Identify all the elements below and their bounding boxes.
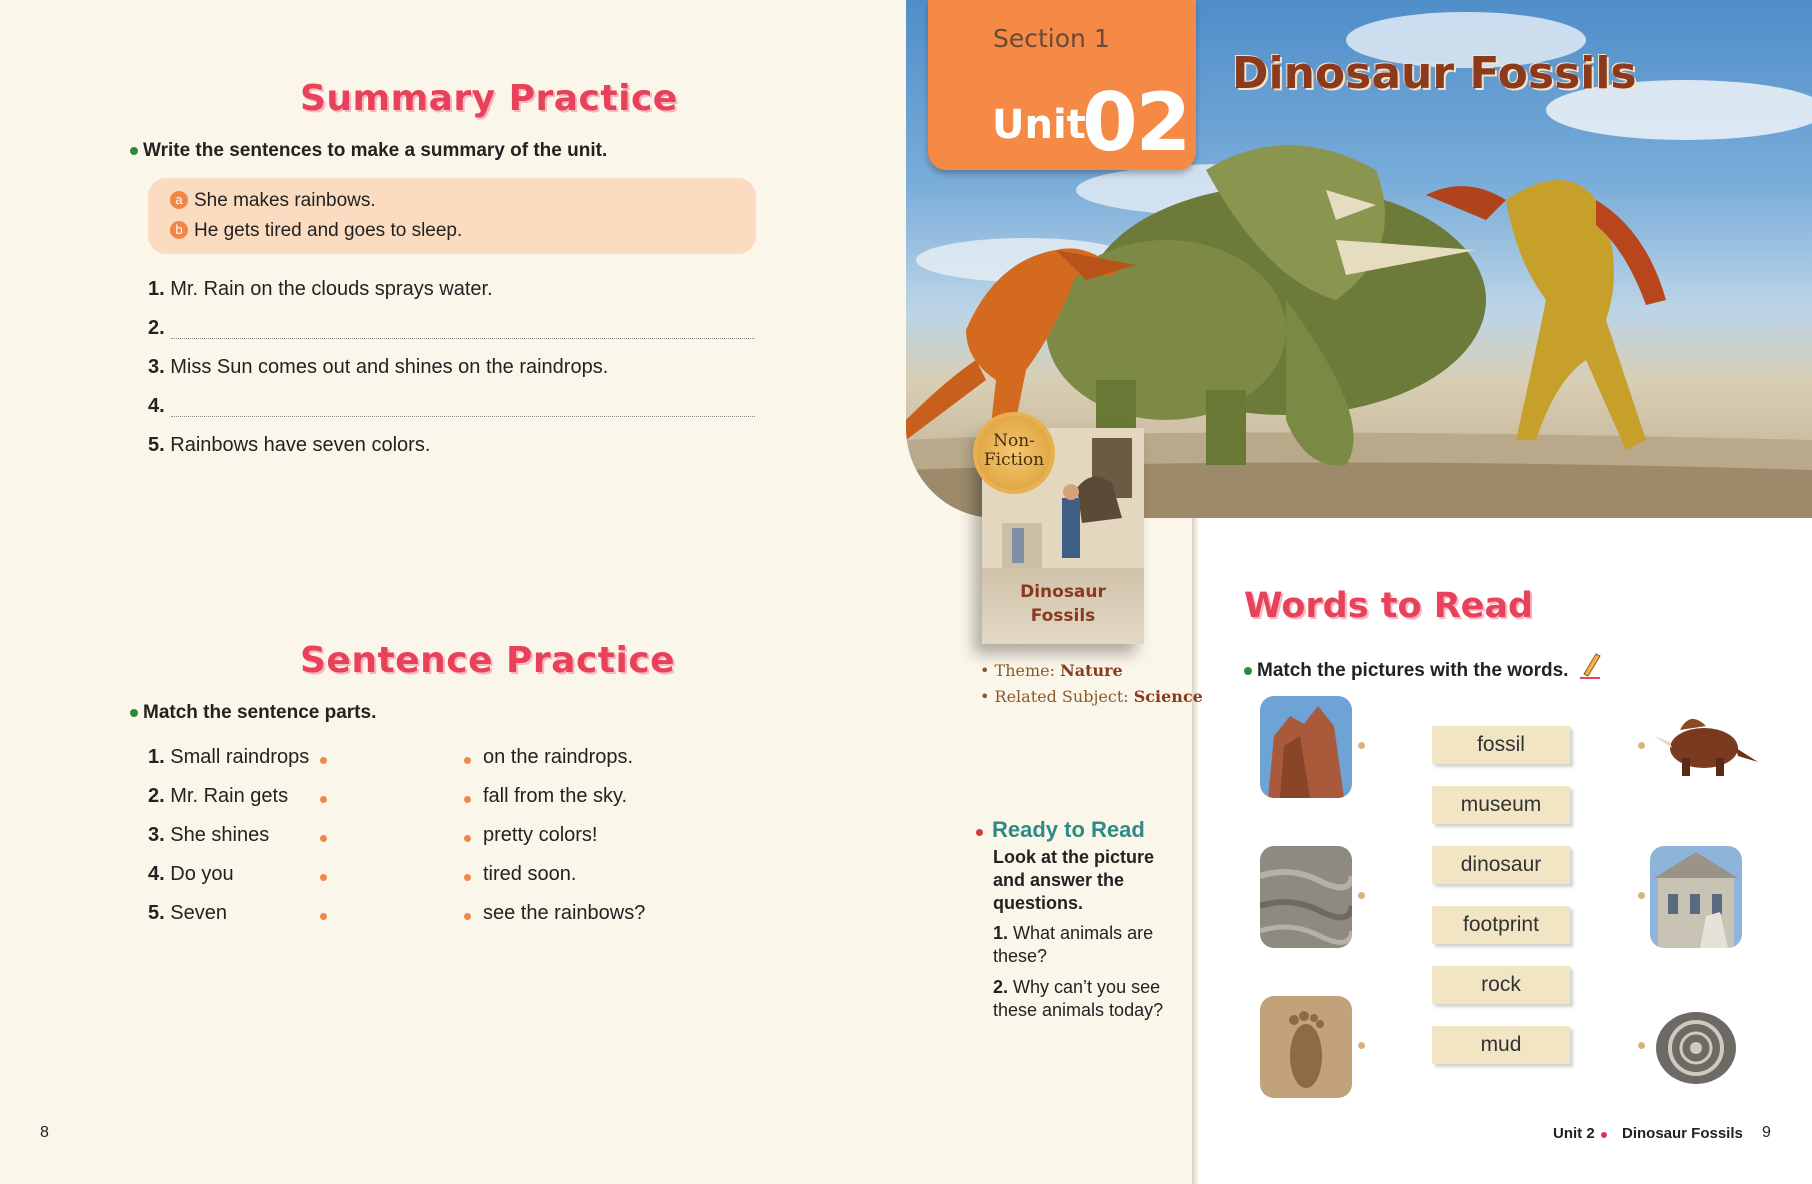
words-instruction bbox=[1244, 650, 1602, 682]
match-dot-left-5[interactable] bbox=[320, 913, 327, 920]
theme-key: Theme: bbox=[994, 661, 1056, 680]
footprint-image bbox=[1260, 996, 1352, 1098]
match-left-2 bbox=[148, 785, 288, 808]
question-number: 2. bbox=[993, 977, 1009, 997]
word-card-mud: mud bbox=[1432, 1026, 1570, 1064]
subject-key: Related Subject: bbox=[994, 687, 1129, 706]
match-dot-left-3[interactable] bbox=[320, 835, 327, 842]
item-text: Do you bbox=[170, 863, 234, 885]
match-dot-right-4[interactable] bbox=[464, 874, 471, 881]
item-number: 5. bbox=[148, 902, 165, 924]
item-text: She shines bbox=[170, 824, 270, 846]
subject-value: Science bbox=[1133, 687, 1203, 706]
question-text: Why can’t you see these animals today? bbox=[993, 977, 1164, 1020]
summary-item-2 bbox=[148, 317, 165, 340]
match-dot[interactable] bbox=[1638, 892, 1645, 899]
item-number: 4. bbox=[148, 395, 165, 417]
picture-fossil bbox=[1650, 1004, 1742, 1090]
match-dot-right-5[interactable] bbox=[464, 913, 471, 920]
pencil-icon bbox=[1578, 650, 1602, 680]
match-dot[interactable] bbox=[1358, 1042, 1365, 1049]
sentence-instruction bbox=[130, 702, 376, 724]
ammonite-fossil-image bbox=[1650, 1004, 1742, 1090]
item-number: 3. bbox=[148, 824, 165, 846]
picture-dinosaur bbox=[1650, 696, 1758, 798]
match-dot-left-2[interactable] bbox=[320, 796, 327, 803]
summary-instruction-text: Write the sentences to make a summary of the unit. bbox=[143, 140, 608, 161]
item-number: 4. bbox=[148, 863, 165, 885]
option-b bbox=[170, 220, 462, 242]
match-left-1 bbox=[148, 746, 309, 769]
badge-line1: Non- bbox=[993, 431, 1035, 451]
bullet-icon bbox=[130, 709, 138, 717]
word-card-fossil: fossil bbox=[1432, 726, 1570, 764]
answer-line-4[interactable] bbox=[171, 416, 755, 417]
section-label: Section 1 bbox=[993, 24, 1110, 53]
mud-image bbox=[1260, 846, 1352, 948]
match-right-2: fall from the sky. bbox=[483, 785, 628, 807]
item-number: 1. bbox=[148, 746, 165, 768]
item-text: Miss Sun comes out and shines on the raindrops. bbox=[170, 356, 609, 378]
item-number: 5. bbox=[148, 434, 165, 456]
theme-label: • Theme: Nature bbox=[980, 661, 1123, 680]
summary-item-1 bbox=[148, 278, 493, 301]
footer-title: Dinosaur Fossils bbox=[1622, 1125, 1743, 1142]
item-number: 2. bbox=[148, 785, 165, 807]
book-title bbox=[982, 580, 1144, 628]
match-left-5 bbox=[148, 902, 227, 925]
words-to-read-title: Words to Read bbox=[1244, 586, 1534, 626]
bullet-icon bbox=[1244, 667, 1252, 675]
sentence-instruction-text: Match the sentence parts. bbox=[143, 702, 377, 723]
match-dot[interactable] bbox=[1638, 1042, 1645, 1049]
item-text: Rainbows have seven colors. bbox=[170, 434, 431, 456]
footer-unit: Unit 2 bbox=[1553, 1125, 1595, 1142]
bullet-icon bbox=[130, 147, 138, 155]
match-right-5: see the rainbows? bbox=[483, 902, 646, 924]
match-dot-right-3[interactable] bbox=[464, 835, 471, 842]
item-number: 1. bbox=[148, 278, 165, 300]
option-letter: a bbox=[170, 191, 188, 209]
page-divider bbox=[1192, 518, 1198, 1184]
rock-formation-image bbox=[1260, 696, 1352, 798]
summary-instruction bbox=[130, 140, 607, 162]
item-text: Mr. Rain gets bbox=[170, 785, 289, 807]
match-right-3: pretty colors! bbox=[483, 824, 598, 846]
unit-title: Dinosaur Fossils bbox=[1232, 48, 1637, 99]
subject-label: • Related Subject: Science bbox=[980, 687, 1203, 706]
word-card-dinosaur: dinosaur bbox=[1432, 846, 1570, 884]
ready-question-1 bbox=[993, 922, 1173, 968]
match-dot-right-2[interactable] bbox=[464, 796, 471, 803]
page-number-right: 9 bbox=[1762, 1124, 1771, 1141]
option-letter: b bbox=[170, 221, 188, 239]
item-number: 2. bbox=[148, 317, 165, 339]
ready-intro: Look at the picture and answer the questions. bbox=[993, 847, 1155, 913]
answer-line-2[interactable] bbox=[171, 338, 755, 339]
match-dot[interactable] bbox=[1638, 742, 1645, 749]
picture-mud bbox=[1260, 846, 1352, 948]
book-title-line1: Dinosaur bbox=[1020, 582, 1106, 602]
page-number-left: 8 bbox=[40, 1124, 49, 1141]
item-text: Mr. Rain on the clouds sprays water. bbox=[170, 278, 493, 300]
match-dot[interactable] bbox=[1358, 742, 1365, 749]
unit-word: Unit bbox=[992, 102, 1086, 148]
summary-item-5 bbox=[148, 434, 430, 457]
word-card-footprint: footprint bbox=[1432, 906, 1570, 944]
option-text: She makes rainbows. bbox=[194, 190, 376, 211]
option-a bbox=[170, 190, 376, 212]
ready-to-read-title: Ready to Read bbox=[992, 817, 1145, 842]
summary-options-box bbox=[148, 178, 756, 254]
bullet-icon bbox=[976, 829, 983, 836]
badge-line2: Fiction bbox=[983, 450, 1045, 470]
match-dot[interactable] bbox=[1358, 892, 1365, 899]
footer-dot bbox=[1601, 1132, 1607, 1138]
non-fiction-badge bbox=[977, 416, 1051, 490]
sentence-practice-title: Sentence Practice bbox=[300, 640, 676, 681]
summary-practice-title: Summary Practice bbox=[300, 78, 678, 119]
match-dot-right-1[interactable] bbox=[464, 757, 471, 764]
ready-question-2 bbox=[993, 976, 1173, 1022]
item-number: 3. bbox=[148, 356, 165, 378]
match-right-1: on the raindrops. bbox=[483, 746, 634, 768]
museum-image bbox=[1650, 846, 1742, 948]
option-text: He gets tired and goes to sleep. bbox=[194, 220, 463, 241]
picture-rock bbox=[1260, 696, 1352, 798]
summary-item-3 bbox=[148, 356, 608, 379]
words-instruction-text: Match the pictures with the words. bbox=[1257, 660, 1569, 681]
triceratops-image bbox=[1650, 696, 1758, 798]
summary-item-4 bbox=[148, 395, 165, 418]
match-left-4 bbox=[148, 863, 234, 886]
match-dot-left-4[interactable] bbox=[320, 874, 327, 881]
theme-value: Nature bbox=[1060, 661, 1123, 680]
item-text: Seven bbox=[170, 902, 227, 924]
item-text: Small raindrops bbox=[170, 746, 310, 768]
question-text: What animals are these? bbox=[993, 923, 1154, 966]
question-number: 1. bbox=[993, 923, 1009, 943]
picture-footprint bbox=[1260, 996, 1352, 1098]
unit-number: 02 bbox=[1082, 76, 1190, 169]
book-title-line2: Fossils bbox=[1030, 606, 1096, 626]
match-left-3 bbox=[148, 824, 269, 847]
match-dot-left-1[interactable] bbox=[320, 757, 327, 764]
match-right-4: tired soon. bbox=[483, 863, 577, 885]
word-card-museum: museum bbox=[1432, 786, 1570, 824]
picture-museum bbox=[1650, 846, 1742, 948]
word-card-rock: rock bbox=[1432, 966, 1570, 1004]
